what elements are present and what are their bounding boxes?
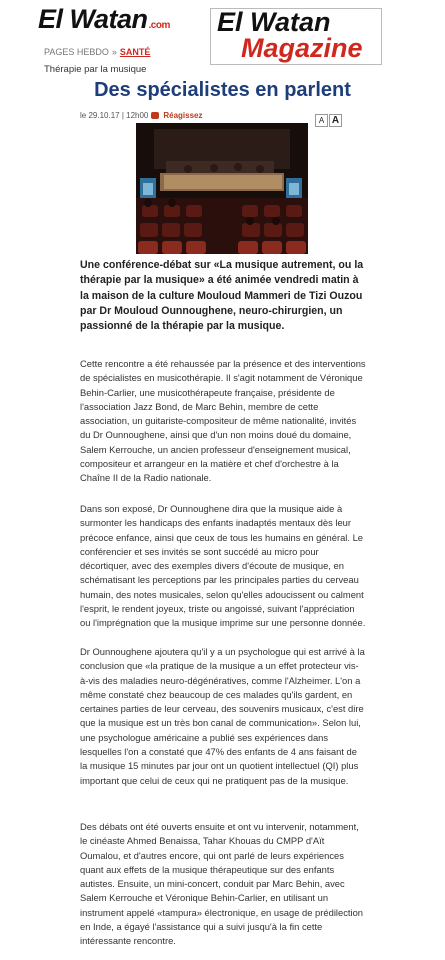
article-paragraph: Dr Ounnoughene ajoutera qu'il y a un psychologue qui est arrivé à la conclusion que «la pratique de la musique a un effet protecteur vis-à-vis des maladies neuro-dégénératives, comme l'Alzheimer. L'on a même constaté chez beaucoup de ces malades qu'ils gardent, en certaines parties de leur cerveau, des souvenirs musicaux, c'est dire que la musique est un très bon canal de communication». Selon lui, une psychologue américaine a publié ses expériences dans lesquelles l'on a constaté que 47% des enfants de 4 ans faisant de la musique 15 minutes par jour ont un quotient intellectuel (QI) plus important que celui de ceux qui ne pratiquent pas de la musique. <box>80 646 365 786</box>
logo-text: El Watan <box>38 4 148 34</box>
article-paragraph: Des débats ont été ouverts ensuite et ont vu intervenir, notamment, le cinéaste Ahmed Benaissa, Tahar Khouas du CMPP d'Aït Oumalou, et d'autres encore, qui ont parlé de leurs expériences quant aux effets de la musique thérapeutique sur des enfants autistes. Ensuite, un mini-concert, conduit par Marc Behin, avec Salem Kerrouche et Véronique Behin-Carlier, en utilisant un instrument appelé «tampura» électronique, en usage de prédilection en Inde, a égayé l'assistance qui a suivi jusqu'à la fin cette intéressante rencontre. <box>80 821 363 947</box>
article-paragraph: Dans son exposé, Dr Ounnoughene dira que la musique aide à surmonter les handicaps des enfants inadaptés mentaux dès leur précoce enfance, ainsi que ceux de tous les humains en général. Le conférencier et ses invités se sont succédé au micro pour décortiquer, avec des exemples divers d'écoute de musique, en schématisant les perceptions par les principales parties du cerveau humain, des notes musicales, selon qu'elles adoucissent ou calment l'esprit, le rendent joyeux, triste ou angoissé, suivant l'appréciation ou l'imprégnation que la musique imprime sur une personne donnée. <box>80 503 366 629</box>
breadcrumb <box>44 47 150 57</box>
article-photo <box>136 123 308 254</box>
react-link[interactable]: Réagissez <box>163 111 203 120</box>
font-size-controls <box>315 110 343 128</box>
article-topic: Thérapie par la musique <box>44 64 147 75</box>
font-increase-button[interactable]: A <box>329 114 342 127</box>
font-decrease-button[interactable]: A <box>315 114 328 127</box>
breadcrumb-current-link[interactable]: SANTÉ <box>119 47 151 57</box>
article-date: le 29.10.17 | 12h00 <box>80 111 149 120</box>
logo-dotcom: .com <box>148 20 170 31</box>
elwatan-magazine-logo[interactable] <box>210 8 382 65</box>
article-paragraph: Cette rencontre a été rehaussée par la présence et des interventions de spécialistes en musicothérapie. Il s'agit notamment de Véronique Behin-Carlier, une musicothérapeute française, présidente de l'association Jazz Bond, de Marc Behin, membre de cette association, un guitariste-compositeur de même nationalité, invités du Dr Ounnoughene, ainsi que d'un non moins doué du domaine, Salem Kerrouche, un ancien professeur d'enseignement musical, compositeur et arrangeur en la matière et chef d'orchestre à la Chaîne II de la Radio nationale. <box>80 358 366 484</box>
elwatan-logo[interactable] <box>38 4 170 35</box>
article-lead: Une conférence-débat sur «La musique autrement, ou la thérapie par la musique» a été animée vendredi matin à la maison de la culture Mouloud Mammeri de Tizi Ouzou par Dr Mouloud Ounnoughene, neuro-chirurgien, un passionné de la thérapie par la musique. <box>80 259 364 333</box>
comment-icon <box>151 112 159 119</box>
magazine-logo-line2: Magazine <box>241 33 363 63</box>
site-header <box>0 0 445 70</box>
breadcrumb-section-link[interactable]: PAGES HEBDO <box>44 47 109 57</box>
breadcrumb-separator: » <box>111 47 117 57</box>
article-title: Des spécialistes en parlent <box>94 79 351 101</box>
article-meta <box>80 111 203 120</box>
magazine-logo-line1: El Watan <box>217 7 331 37</box>
